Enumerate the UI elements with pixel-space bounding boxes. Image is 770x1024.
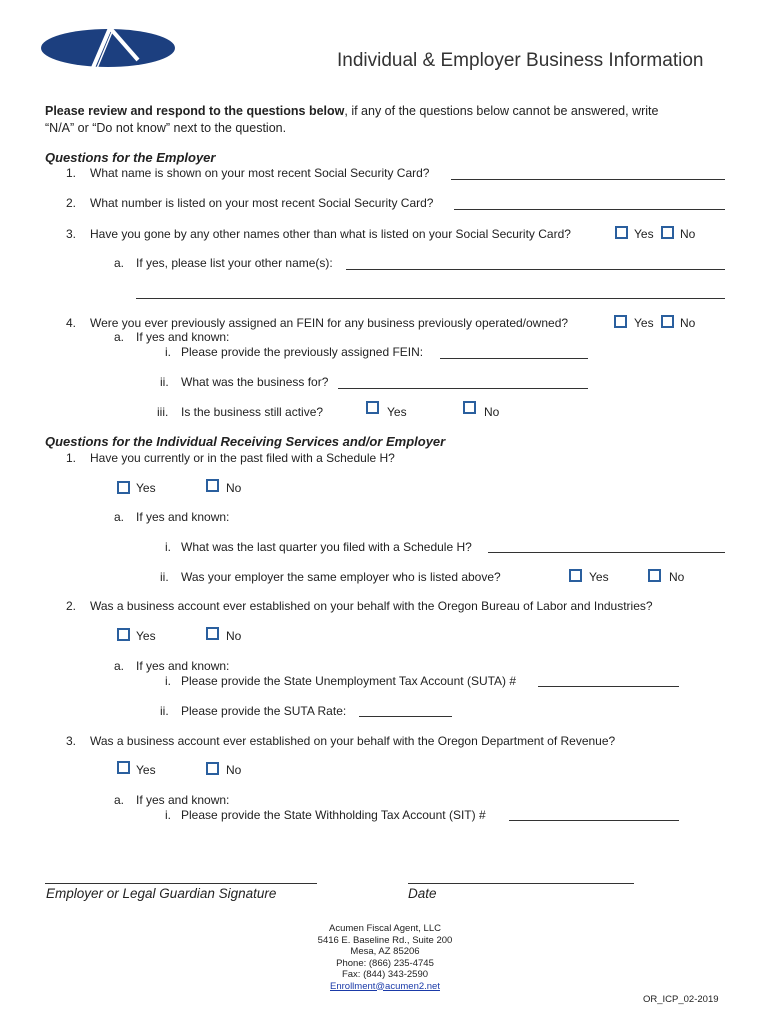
other-names-field-2[interactable] <box>136 298 725 299</box>
date-field[interactable] <box>408 883 634 884</box>
no-label: No <box>680 316 696 330</box>
ssn-name-field[interactable] <box>451 179 725 180</box>
fein-field[interactable] <box>440 358 588 359</box>
no-label: No <box>484 405 500 419</box>
fein-no-checkbox[interactable] <box>661 315 674 328</box>
business-for-field[interactable] <box>338 388 588 389</box>
business-active-no-checkbox[interactable] <box>463 401 476 414</box>
no-label: No <box>669 570 685 584</box>
boli-yes-checkbox[interactable] <box>117 628 130 641</box>
sub-letter: a. <box>114 510 125 524</box>
company-name: Acumen Fiscal Agent, LLC <box>329 923 441 934</box>
boli-no-checkbox[interactable] <box>206 627 219 640</box>
fein-provide-prompt: Please provide the previously assigned FEIN: <box>181 345 424 359</box>
intro-line2: “N/A” or “Do not know” next to the question. <box>45 121 287 135</box>
signature-label: Employer or Legal Guardian Signature <box>46 886 277 901</box>
sit-account-prompt: Please provide the State Withholding Tax Account (SIT) # <box>181 808 486 822</box>
no-label: No <box>226 763 242 777</box>
fein-yes-checkbox[interactable] <box>614 315 627 328</box>
sub-roman: ii. <box>160 704 169 718</box>
phone: Phone: (866) 235-4745 <box>336 957 434 969</box>
boli-if-known: If yes and known: <box>136 659 230 673</box>
yes-label: Yes <box>136 763 156 777</box>
question-number: 2. <box>66 196 77 210</box>
question-fein: Were you ever previously assigned an FEIN for any business previously operated/owned? <box>90 316 569 330</box>
business-active-prompt: Is the business still active? <box>181 405 324 419</box>
signature-field[interactable] <box>45 883 317 884</box>
sub-roman: i. <box>165 808 171 822</box>
form-id: OR_ICP_02-2019 <box>643 994 719 1005</box>
same-employer-yes-checkbox[interactable] <box>569 569 582 582</box>
yes-label: Yes <box>589 570 609 584</box>
question-number: 3. <box>66 734 77 748</box>
sub-roman: ii. <box>160 570 169 584</box>
question-number: 4. <box>66 316 77 330</box>
yes-label: Yes <box>634 227 654 241</box>
business-active-yes-checkbox[interactable] <box>366 401 379 414</box>
intro-rest: , if any of the questions below cannot be answered, write <box>344 104 659 118</box>
suta-rate-prompt: Please provide the SUTA Rate: <box>181 704 347 718</box>
suta-rate-field[interactable] <box>359 716 452 717</box>
section-heading-employer: Questions for the Employer <box>45 150 216 165</box>
suta-account-prompt: Please provide the State Unemployment Tax Account (SUTA) # <box>181 674 517 688</box>
sub-roman: ii. <box>160 375 169 389</box>
other-names-prompt: If yes, please list your other name(s): <box>136 256 333 270</box>
last-quarter-field[interactable] <box>488 552 725 553</box>
fein-if-known: If yes and known: <box>136 330 230 344</box>
sub-letter: a. <box>114 659 125 673</box>
dor-if-known: If yes and known: <box>136 793 230 807</box>
last-quarter-prompt: What was the last quarter you filed with a Schedule H? <box>181 540 472 554</box>
sit-account-field[interactable] <box>509 820 679 821</box>
yes-label: Yes <box>136 481 156 495</box>
sub-letter: a. <box>114 793 125 807</box>
question-number: 1. <box>66 166 77 180</box>
yes-label: Yes <box>634 316 654 330</box>
no-label: No <box>680 227 696 241</box>
ssn-number-field[interactable] <box>454 209 725 210</box>
other-names-yes-checkbox[interactable] <box>615 226 628 239</box>
other-names-no-checkbox[interactable] <box>661 226 674 239</box>
question-number: 2. <box>66 599 77 613</box>
email-link[interactable]: Enrollment@acumen2.net <box>330 980 440 992</box>
schedule-h-no-checkbox[interactable] <box>206 479 219 492</box>
question-other-names: Have you gone by any other names other than what is listed on your Social Security Card? <box>90 227 571 241</box>
intro-bold: Please review and respond to the questions below <box>45 104 345 118</box>
question-ssn-number: What number is listed on your most recent Social Security Card? <box>90 196 434 210</box>
no-label: No <box>226 481 242 495</box>
schedule-h-yes-checkbox[interactable] <box>117 481 130 494</box>
dor-no-checkbox[interactable] <box>206 762 219 775</box>
business-for-prompt: What was the business for? <box>181 375 329 389</box>
question-number: 1. <box>66 451 77 465</box>
sub-roman: i. <box>165 540 171 554</box>
question-schedule-h: Have you currently or in the past filed with a Schedule H? <box>90 451 395 465</box>
footer-address <box>285 923 485 992</box>
acumen-logo <box>40 18 185 74</box>
question-boli-account: Was a business account ever established on your behalf with the Oregon Bureau of Labor and Industries? <box>90 599 653 613</box>
address-line-2: Mesa, AZ 85206 <box>350 946 420 957</box>
intro-text <box>45 103 658 120</box>
no-label: No <box>226 629 242 643</box>
sub-letter: a. <box>114 330 125 344</box>
question-ssn-name: What name is shown on your most recent Social Security Card? <box>90 166 430 180</box>
dor-yes-checkbox[interactable] <box>117 761 130 774</box>
page-title: Individual & Employer Business Information <box>337 50 704 71</box>
yes-label: Yes <box>136 629 156 643</box>
same-employer-no-checkbox[interactable] <box>648 569 661 582</box>
section-heading-individual: Questions for the Individual Receiving Services and/or Employer <box>45 434 446 449</box>
fax: Fax: (844) 343-2590 <box>341 969 429 980</box>
date-label: Date <box>408 886 437 901</box>
same-employer-prompt: Was your employer the same employer who is listed above? <box>181 570 501 584</box>
sub-roman: i. <box>165 345 171 359</box>
sub-roman: i. <box>165 674 171 688</box>
other-names-field-1[interactable] <box>346 269 725 270</box>
schedule-h-if-known: If yes and known: <box>136 510 230 524</box>
yes-label: Yes <box>387 405 407 419</box>
address-line-1: 5416 E. Baseline Rd., Suite 200 <box>317 934 453 946</box>
sub-roman: iii. <box>157 405 169 419</box>
suta-account-field[interactable] <box>538 686 679 687</box>
question-dor-account: Was a business account ever established on your behalf with the Oregon Department of Revenue? <box>90 734 616 748</box>
question-number: 3. <box>66 227 77 241</box>
sub-letter: a. <box>114 256 125 270</box>
